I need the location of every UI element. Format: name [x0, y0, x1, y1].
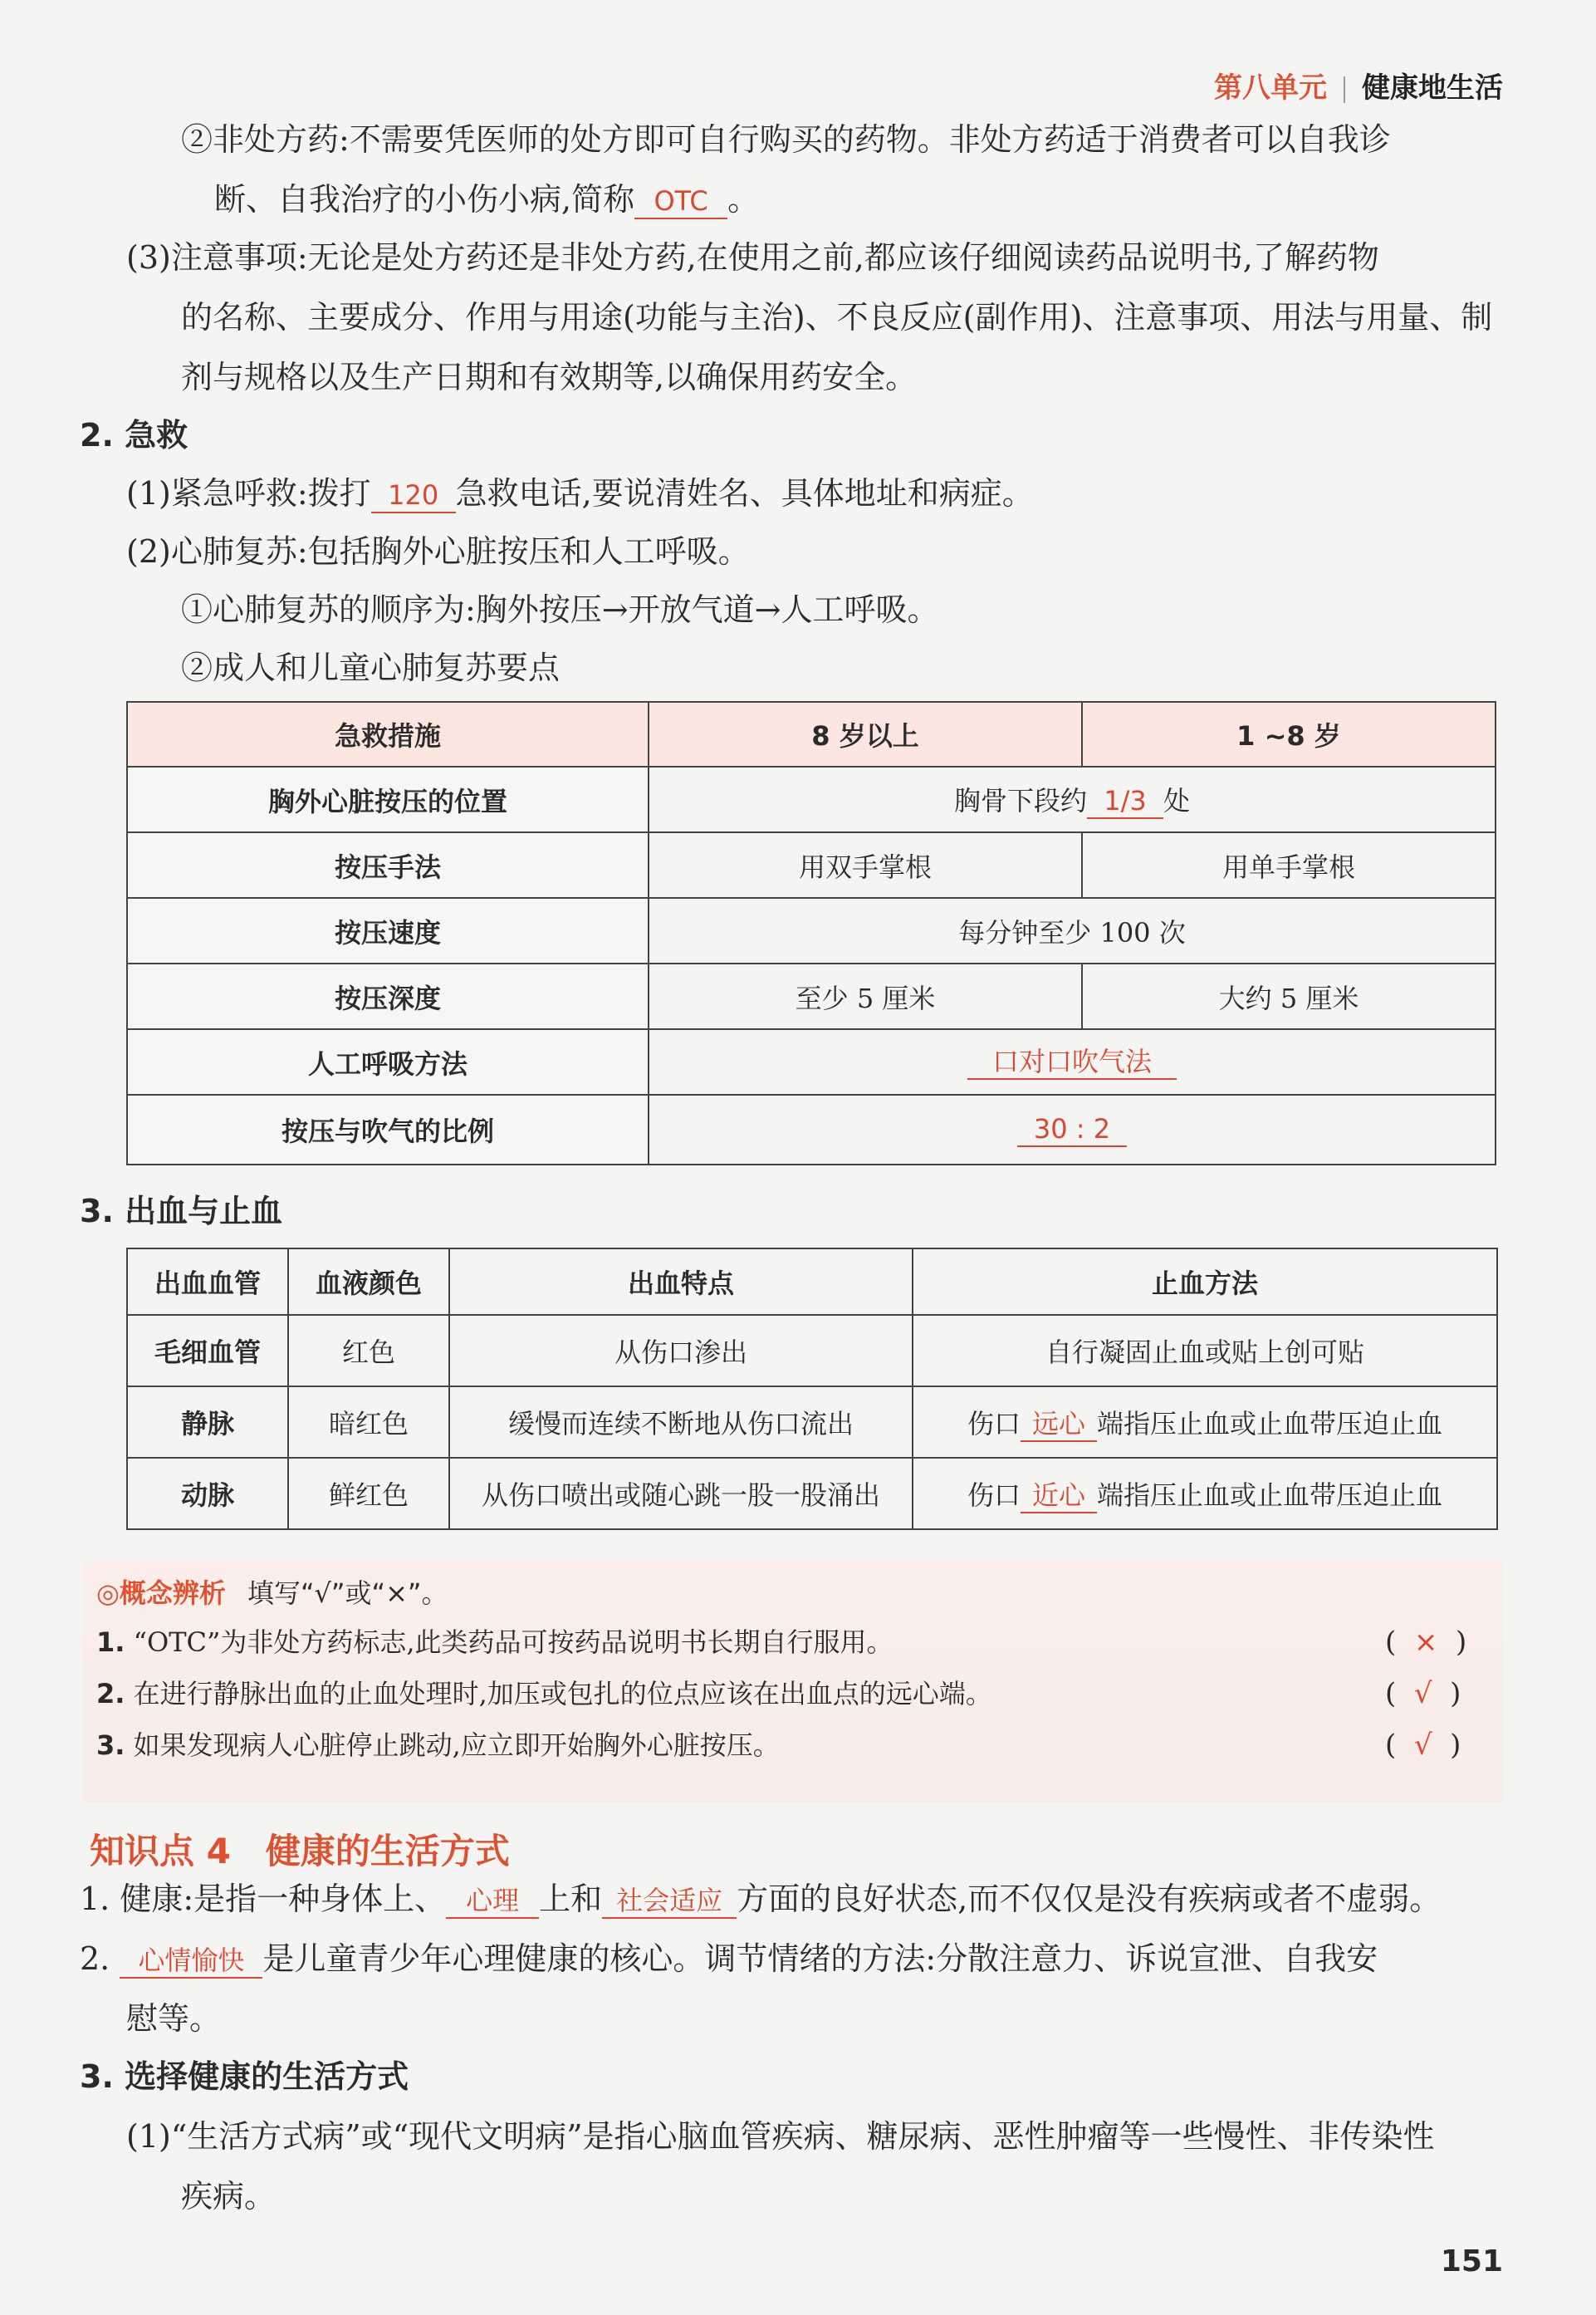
bleeding-header-row [127, 1248, 1497, 1315]
table-row [127, 832, 1496, 898]
first-aid-heading: 2. 急救 [80, 417, 188, 454]
mood-num: 2. [80, 1940, 110, 1977]
row-label: 胸外心脏按压的位置 [127, 767, 649, 832]
table-row [127, 1458, 1497, 1529]
mood-text: 是儿童青少年心理健康的核心。调节情绪的方法:分散注意力、诉说宣泄、自我安 [262, 1940, 1378, 1977]
row-label: 按压深度 [127, 964, 649, 1029]
notes-line-1: (3)注意事项:无论是处方药还是非处方药,在使用之前,都应该仔细阅读药品说明书,了解药物 [126, 239, 1379, 276]
adult-cell: 用双手掌根 [649, 832, 1082, 898]
cpr-line: (2)心肺复苏:包括胸外心脏按压和人工呼吸。 [126, 533, 750, 570]
ratio-cell [649, 1095, 1496, 1165]
judge-answer-box: ( √ ) [1385, 1677, 1461, 1710]
health-definition-line [80, 1877, 1441, 1920]
feature-cell: 从伤口渗出 [449, 1315, 913, 1386]
method-cell [913, 1458, 1497, 1529]
notes-line-2: 的名称、主要成分、作用与用途(功能与主治)、不良反应(副作用)、注意事项、用法与用量、制 [181, 299, 1493, 336]
cpr-table [126, 701, 1496, 1165]
notes-line-3: 剂与规格以及生产日期和有效期等,以确保用药安全。 [181, 359, 918, 395]
row-label: 人工呼吸方法 [127, 1029, 649, 1095]
bleeding-table [126, 1248, 1498, 1530]
otc-line-1: ②非处方药:不需要凭医师的处方即可自行购买的药物。非处方药适于消费者可以自我诊 [181, 121, 1391, 158]
compression-position-cell [649, 767, 1496, 832]
position-text-post: 处 [1163, 785, 1191, 817]
lifestyle-line-2: 疾病。 [181, 2178, 277, 2214]
call-text-post: 急救电话,要说清姓名、具体地址和病症。 [455, 475, 1034, 512]
lifestyle-line-1: (1)“生活方式病”或“现代文明病”是指心脑血管疾病、糖尿病、恶性肿瘤等一些慢性、非传染性 [126, 2118, 1435, 2155]
row-label: 按压与吹气的比例 [127, 1095, 649, 1165]
judge-answer-box: ( × ) [1385, 1626, 1467, 1659]
cpr-header-measure: 急救措施 [127, 702, 649, 767]
method-cell [913, 1386, 1497, 1458]
health-answer-2: 社会适应 [602, 1884, 737, 1919]
vessel-cell: 毛细血管 [127, 1315, 288, 1386]
judge-text: 如果发现病人心脏停止跳动,应立即开始胸外心脏按压。 [133, 1729, 780, 1761]
feature-cell: 从伤口喷出或随心跳一股一股涌出 [449, 1458, 913, 1529]
concept-title: ◎概念辨析 [96, 1577, 226, 1609]
judge-item [96, 1726, 780, 1764]
otc-line-2 [214, 178, 759, 221]
header-divider [1344, 76, 1345, 103]
call-answer: 120 [371, 478, 456, 513]
health-text-pre: 1. 健康:是指一种身体上、 [80, 1881, 447, 1917]
method-post: 端指压止血或止血带压迫止血 [1097, 1479, 1443, 1511]
table-row [127, 1029, 1496, 1095]
adult-cell: 至少 5 厘米 [649, 964, 1082, 1029]
vessel-cell: 动脉 [127, 1458, 288, 1529]
position-answer: 1/3 [1087, 784, 1163, 819]
method-pre: 伤口 [967, 1479, 1021, 1511]
method-cell: 自行凝固止血或贴上创可贴 [913, 1315, 1497, 1386]
artery-answer: 近心 [1021, 1479, 1097, 1513]
vessel-cell: 静脉 [127, 1386, 288, 1458]
call-text-pre: (1)紧急呼救:拨打 [126, 475, 371, 512]
breathing-answer: 口对口吹气法 [967, 1045, 1177, 1080]
position-text-pre: 胸骨下段约 [953, 785, 1087, 817]
mood-line-2: 慰等。 [126, 2000, 222, 2037]
ratio-answer: 30 : 2 [1017, 1112, 1127, 1147]
concept-heading [96, 1572, 448, 1615]
header-color: 血液颜色 [288, 1248, 449, 1315]
merged-cell: 每分钟至少 100 次 [649, 898, 1496, 964]
health-text-post: 方面的良好状态,而不仅仅是没有疾病或者不虚弱。 [737, 1881, 1442, 1917]
cpr-header-child: 1 ~8 岁 [1082, 702, 1496, 767]
judge-text: “OTC”为非处方药标志,此类药品可按药品说明书长期自行服用。 [133, 1626, 893, 1658]
vein-answer: 远心 [1021, 1407, 1097, 1442]
otc-line-2-text: 断、自我治疗的小伤小病,简称 [214, 181, 635, 218]
feature-cell: 缓慢而连续不断地从伤口流出 [449, 1386, 913, 1458]
child-cell: 用单手掌根 [1082, 832, 1496, 898]
table-row [127, 1315, 1497, 1386]
health-text-mid: 上和 [539, 1881, 603, 1917]
judge-num: 2. [96, 1678, 125, 1709]
header-feature: 出血特点 [449, 1248, 913, 1315]
page-number: 151 [1440, 2244, 1503, 2278]
color-cell: 鲜红色 [288, 1458, 449, 1529]
page-header [1214, 65, 1503, 105]
concept-instruction: 填写“√”或“×”。 [247, 1577, 448, 1609]
row-label: 按压速度 [127, 898, 649, 964]
judge-answer: √ [1413, 1677, 1432, 1710]
judge-text: 在进行静脉出血的止血处理时,加压或包扎的位点应该在出血点的远心端。 [133, 1678, 992, 1709]
otc-line-2-end: 。 [727, 181, 760, 218]
table-row [127, 1095, 1496, 1165]
lifestyle-heading: 3. 选择健康的生活方式 [80, 2058, 409, 2095]
color-cell: 暗红色 [288, 1386, 449, 1458]
judge-num: 3. [96, 1729, 125, 1761]
emergency-call-line [126, 472, 1034, 515]
table-row [127, 964, 1496, 1029]
method-post: 端指压止血或止血带压迫止血 [1097, 1407, 1443, 1440]
judge-item [96, 1675, 992, 1713]
judge-answer: √ [1413, 1729, 1432, 1762]
breathing-method-cell [649, 1029, 1496, 1095]
topic-label: 健康地生活 [1362, 71, 1503, 105]
table-row [127, 898, 1496, 964]
method-pre: 伤口 [967, 1407, 1021, 1440]
cpr-header-adult: 8 岁以上 [649, 702, 1082, 767]
row-label: 按压手法 [127, 832, 649, 898]
otc-answer: OTC [634, 184, 727, 219]
cpr-table-header-row [127, 702, 1496, 767]
color-cell: 红色 [288, 1315, 449, 1386]
cpr-order-line: ①心肺复苏的顺序为:胸外按压→开放气道→人工呼吸。 [181, 591, 939, 628]
health-answer-1: 心理 [446, 1884, 539, 1919]
table-row [127, 1386, 1497, 1458]
judge-num: 1. [96, 1626, 125, 1658]
judge-item [96, 1623, 893, 1661]
judge-answer: × [1413, 1626, 1438, 1659]
mood-line [80, 1937, 1378, 1980]
bleeding-heading: 3. 出血与止血 [80, 1193, 283, 1229]
unit-label: 第八单元 [1214, 71, 1327, 105]
mood-answer: 心情愉快 [120, 1944, 262, 1979]
judge-answer-box: ( √ ) [1385, 1729, 1461, 1762]
table-row [127, 767, 1496, 832]
cpr-points-line: ②成人和儿童心肺复苏要点 [181, 650, 561, 686]
knowledge-point-title: 知识点 4 健康的生活方式 [90, 1831, 510, 1871]
child-cell: 大约 5 厘米 [1082, 964, 1496, 1029]
header-vessel: 出血血管 [127, 1248, 288, 1315]
header-method: 止血方法 [913, 1248, 1497, 1315]
